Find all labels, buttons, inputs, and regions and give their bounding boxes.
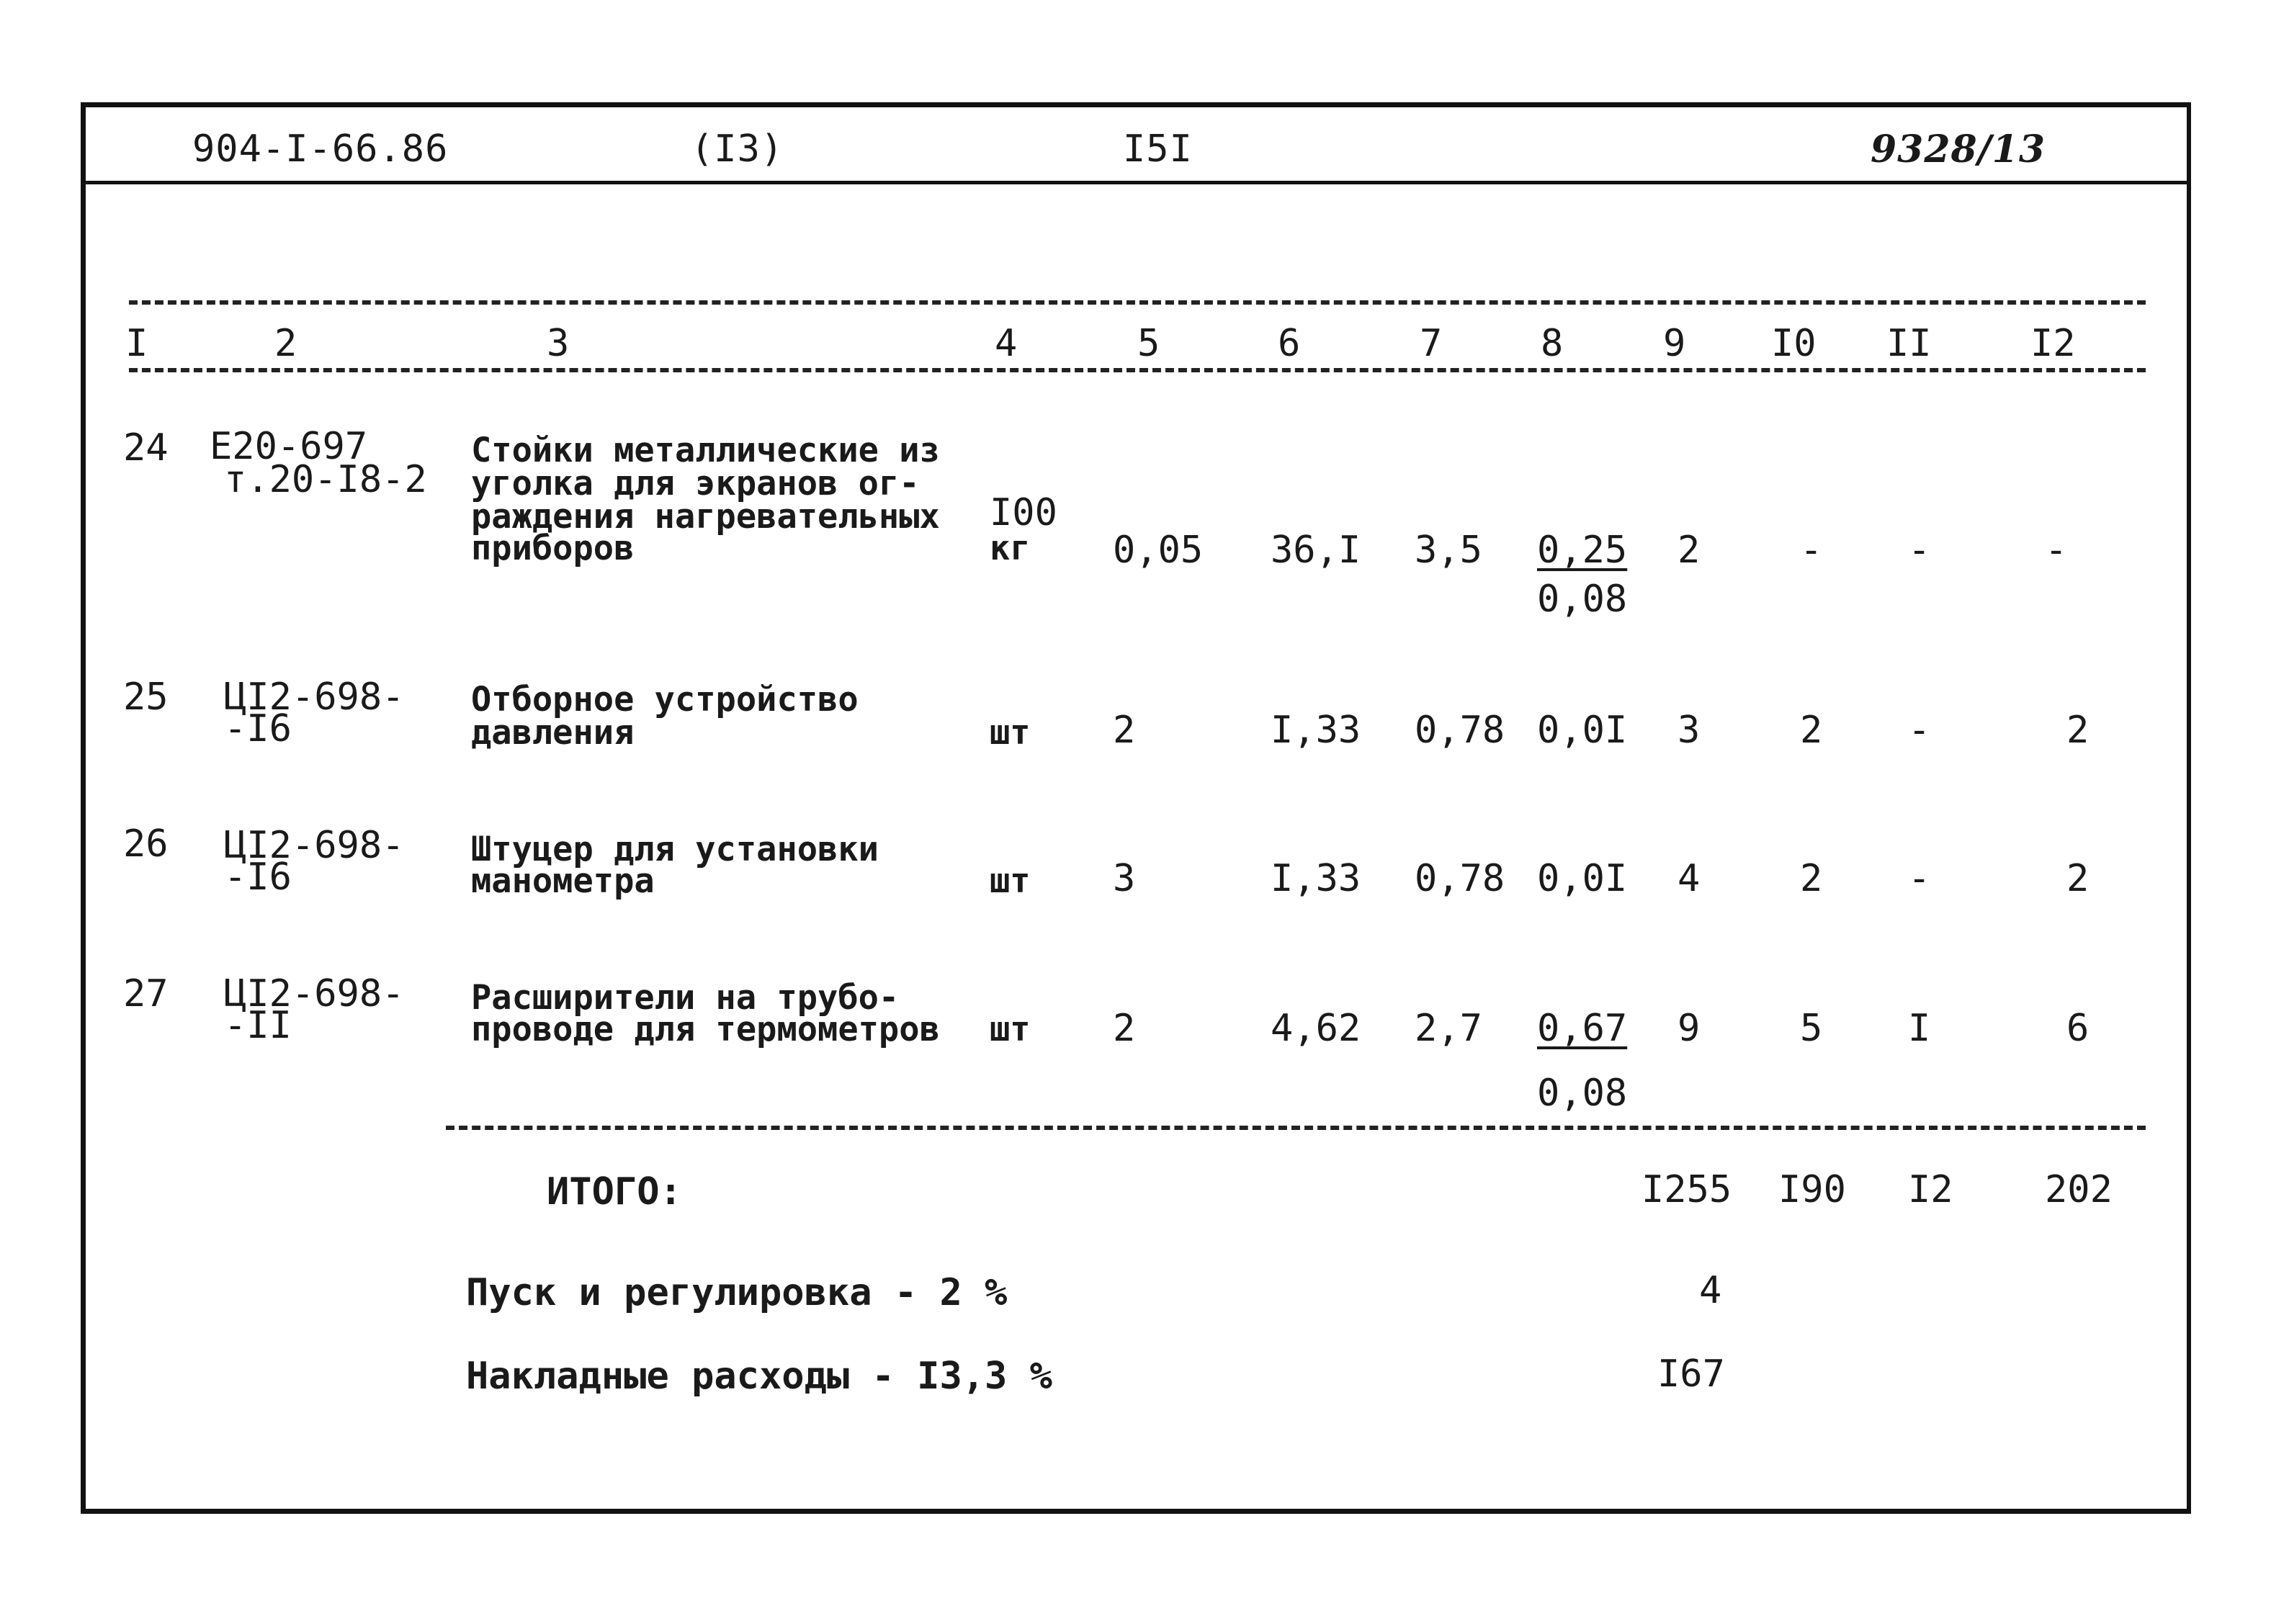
row-col5: 2 bbox=[1113, 1007, 1136, 1050]
row-col8: 0,25 bbox=[1537, 529, 1628, 572]
column-number-7: 7 bbox=[1420, 322, 1443, 365]
column-number-6: 6 bbox=[1278, 322, 1301, 365]
column-number-3: 3 bbox=[547, 322, 570, 365]
row-number: 24 bbox=[123, 426, 169, 470]
row-col8: 0,0I bbox=[1537, 709, 1628, 752]
row-description: давления bbox=[471, 713, 635, 753]
row-col6: I,33 bbox=[1271, 857, 1361, 900]
row-description: Отборное устройство bbox=[471, 680, 859, 719]
row-col12: 6 bbox=[2066, 1007, 2089, 1050]
row-description: раждения нагревательных bbox=[471, 497, 940, 537]
total-label: ИТОГО: bbox=[547, 1170, 682, 1213]
document-sheet bbox=[81, 102, 2191, 1514]
row-col9: 3 bbox=[1678, 709, 1701, 752]
row-col6: I,33 bbox=[1271, 709, 1361, 752]
row-unit: кг bbox=[990, 529, 1031, 568]
column-number-9: 9 bbox=[1663, 322, 1686, 365]
row-col10: 2 bbox=[1800, 857, 1823, 900]
row-col5: 0,05 bbox=[1113, 529, 1204, 572]
row-col11: - bbox=[1908, 529, 1931, 572]
column-number-2: 2 bbox=[274, 322, 297, 365]
row-col12: 2 bbox=[2066, 709, 2089, 752]
dashed-rule-top bbox=[129, 300, 2146, 305]
row-col7: 2,7 bbox=[1415, 1007, 1482, 1050]
column-number-8: 8 bbox=[1541, 322, 1564, 365]
overhead-value: I67 bbox=[1657, 1352, 1725, 1396]
startup-label: Пуск и регулировка - 2 % bbox=[466, 1271, 1008, 1314]
row-col10: - bbox=[1800, 529, 1823, 572]
row-col5: 3 bbox=[1113, 857, 1136, 900]
row-description: проводе для термометров bbox=[471, 1010, 940, 1049]
startup-value: 4 bbox=[1699, 1269, 1722, 1312]
row-unit: шт bbox=[990, 713, 1031, 753]
row-col7: 0,78 bbox=[1415, 709, 1505, 752]
row-description: приборов bbox=[471, 529, 635, 568]
row-code: -I6 bbox=[224, 856, 292, 899]
row-col10: 2 bbox=[1800, 709, 1823, 752]
row-code: ЦI2-698- bbox=[224, 972, 405, 1015]
row-col6: 36,I bbox=[1271, 529, 1361, 572]
row-col11: I bbox=[1908, 1007, 1931, 1050]
stamp-number: 9328/13 bbox=[1871, 127, 2046, 171]
row-col5: 2 bbox=[1113, 709, 1136, 752]
row-col8: 0,0I bbox=[1537, 857, 1628, 900]
row-col7: 3,5 bbox=[1415, 529, 1482, 572]
row-col12: - bbox=[2045, 529, 2068, 572]
row-col9: 2 bbox=[1678, 529, 1701, 572]
row-col9: 4 bbox=[1678, 857, 1701, 900]
row-number: 26 bbox=[123, 822, 169, 866]
row-col11: - bbox=[1908, 709, 1931, 752]
total-col10: I90 bbox=[1778, 1168, 1846, 1211]
column-number-5: 5 bbox=[1137, 322, 1160, 365]
row-col8: 0,67 bbox=[1537, 1007, 1628, 1050]
row-code: ЦI2-698- bbox=[224, 824, 405, 867]
row-description: манометра bbox=[471, 861, 655, 901]
total-col11: I2 bbox=[1908, 1168, 1953, 1211]
row-description: Стойки металлические из bbox=[471, 431, 940, 470]
row-code: ЦI2-698- bbox=[224, 676, 405, 719]
row-number: 25 bbox=[123, 676, 169, 719]
column-number-11: II bbox=[1886, 322, 1932, 365]
row-code: E20-697 bbox=[210, 425, 368, 468]
row-col12: 2 bbox=[2066, 857, 2089, 900]
row-code: -II bbox=[224, 1004, 292, 1047]
page-number: I5I bbox=[1123, 127, 1193, 171]
row-col11: - bbox=[1908, 857, 1931, 900]
doc-code: 904-I-66.86 bbox=[192, 127, 449, 171]
total-col9: I255 bbox=[1641, 1168, 1732, 1211]
dashed-rule-columns bbox=[129, 368, 2146, 372]
row-col7: 0,78 bbox=[1415, 857, 1505, 900]
row-col6: 4,62 bbox=[1271, 1007, 1361, 1050]
row-col10: 5 bbox=[1800, 1007, 1823, 1050]
row-code: т.20-I8-2 bbox=[224, 458, 427, 501]
overhead-label: Накладные расходы - I3,3 % bbox=[466, 1355, 1052, 1398]
row-code: -I6 bbox=[224, 707, 292, 750]
row-description: уголка для экранов ог- bbox=[471, 464, 920, 503]
row-col9: 9 bbox=[1678, 1007, 1701, 1050]
row-description: Расширители на трубо- bbox=[471, 978, 900, 1018]
row-unit: шт bbox=[990, 1010, 1031, 1049]
total-col12: 202 bbox=[2045, 1168, 2113, 1211]
column-number-12: I2 bbox=[2030, 322, 2076, 365]
row-col8-sub: 0,08 bbox=[1537, 1072, 1628, 1115]
row-col8-sub: 0,08 bbox=[1537, 578, 1628, 621]
row-unit: I00 bbox=[990, 491, 1057, 534]
header-divider bbox=[86, 181, 2187, 184]
row-number: 27 bbox=[123, 972, 169, 1015]
column-number-10: I0 bbox=[1771, 322, 1817, 365]
sheet-ref: (I3) bbox=[691, 127, 784, 171]
row-description: Штуцер для установки bbox=[471, 830, 879, 869]
column-number-4: 4 bbox=[995, 322, 1018, 365]
column-number-1: I bbox=[125, 322, 148, 365]
dashed-rule-totals bbox=[446, 1126, 2146, 1130]
row-unit: шт bbox=[990, 861, 1031, 901]
